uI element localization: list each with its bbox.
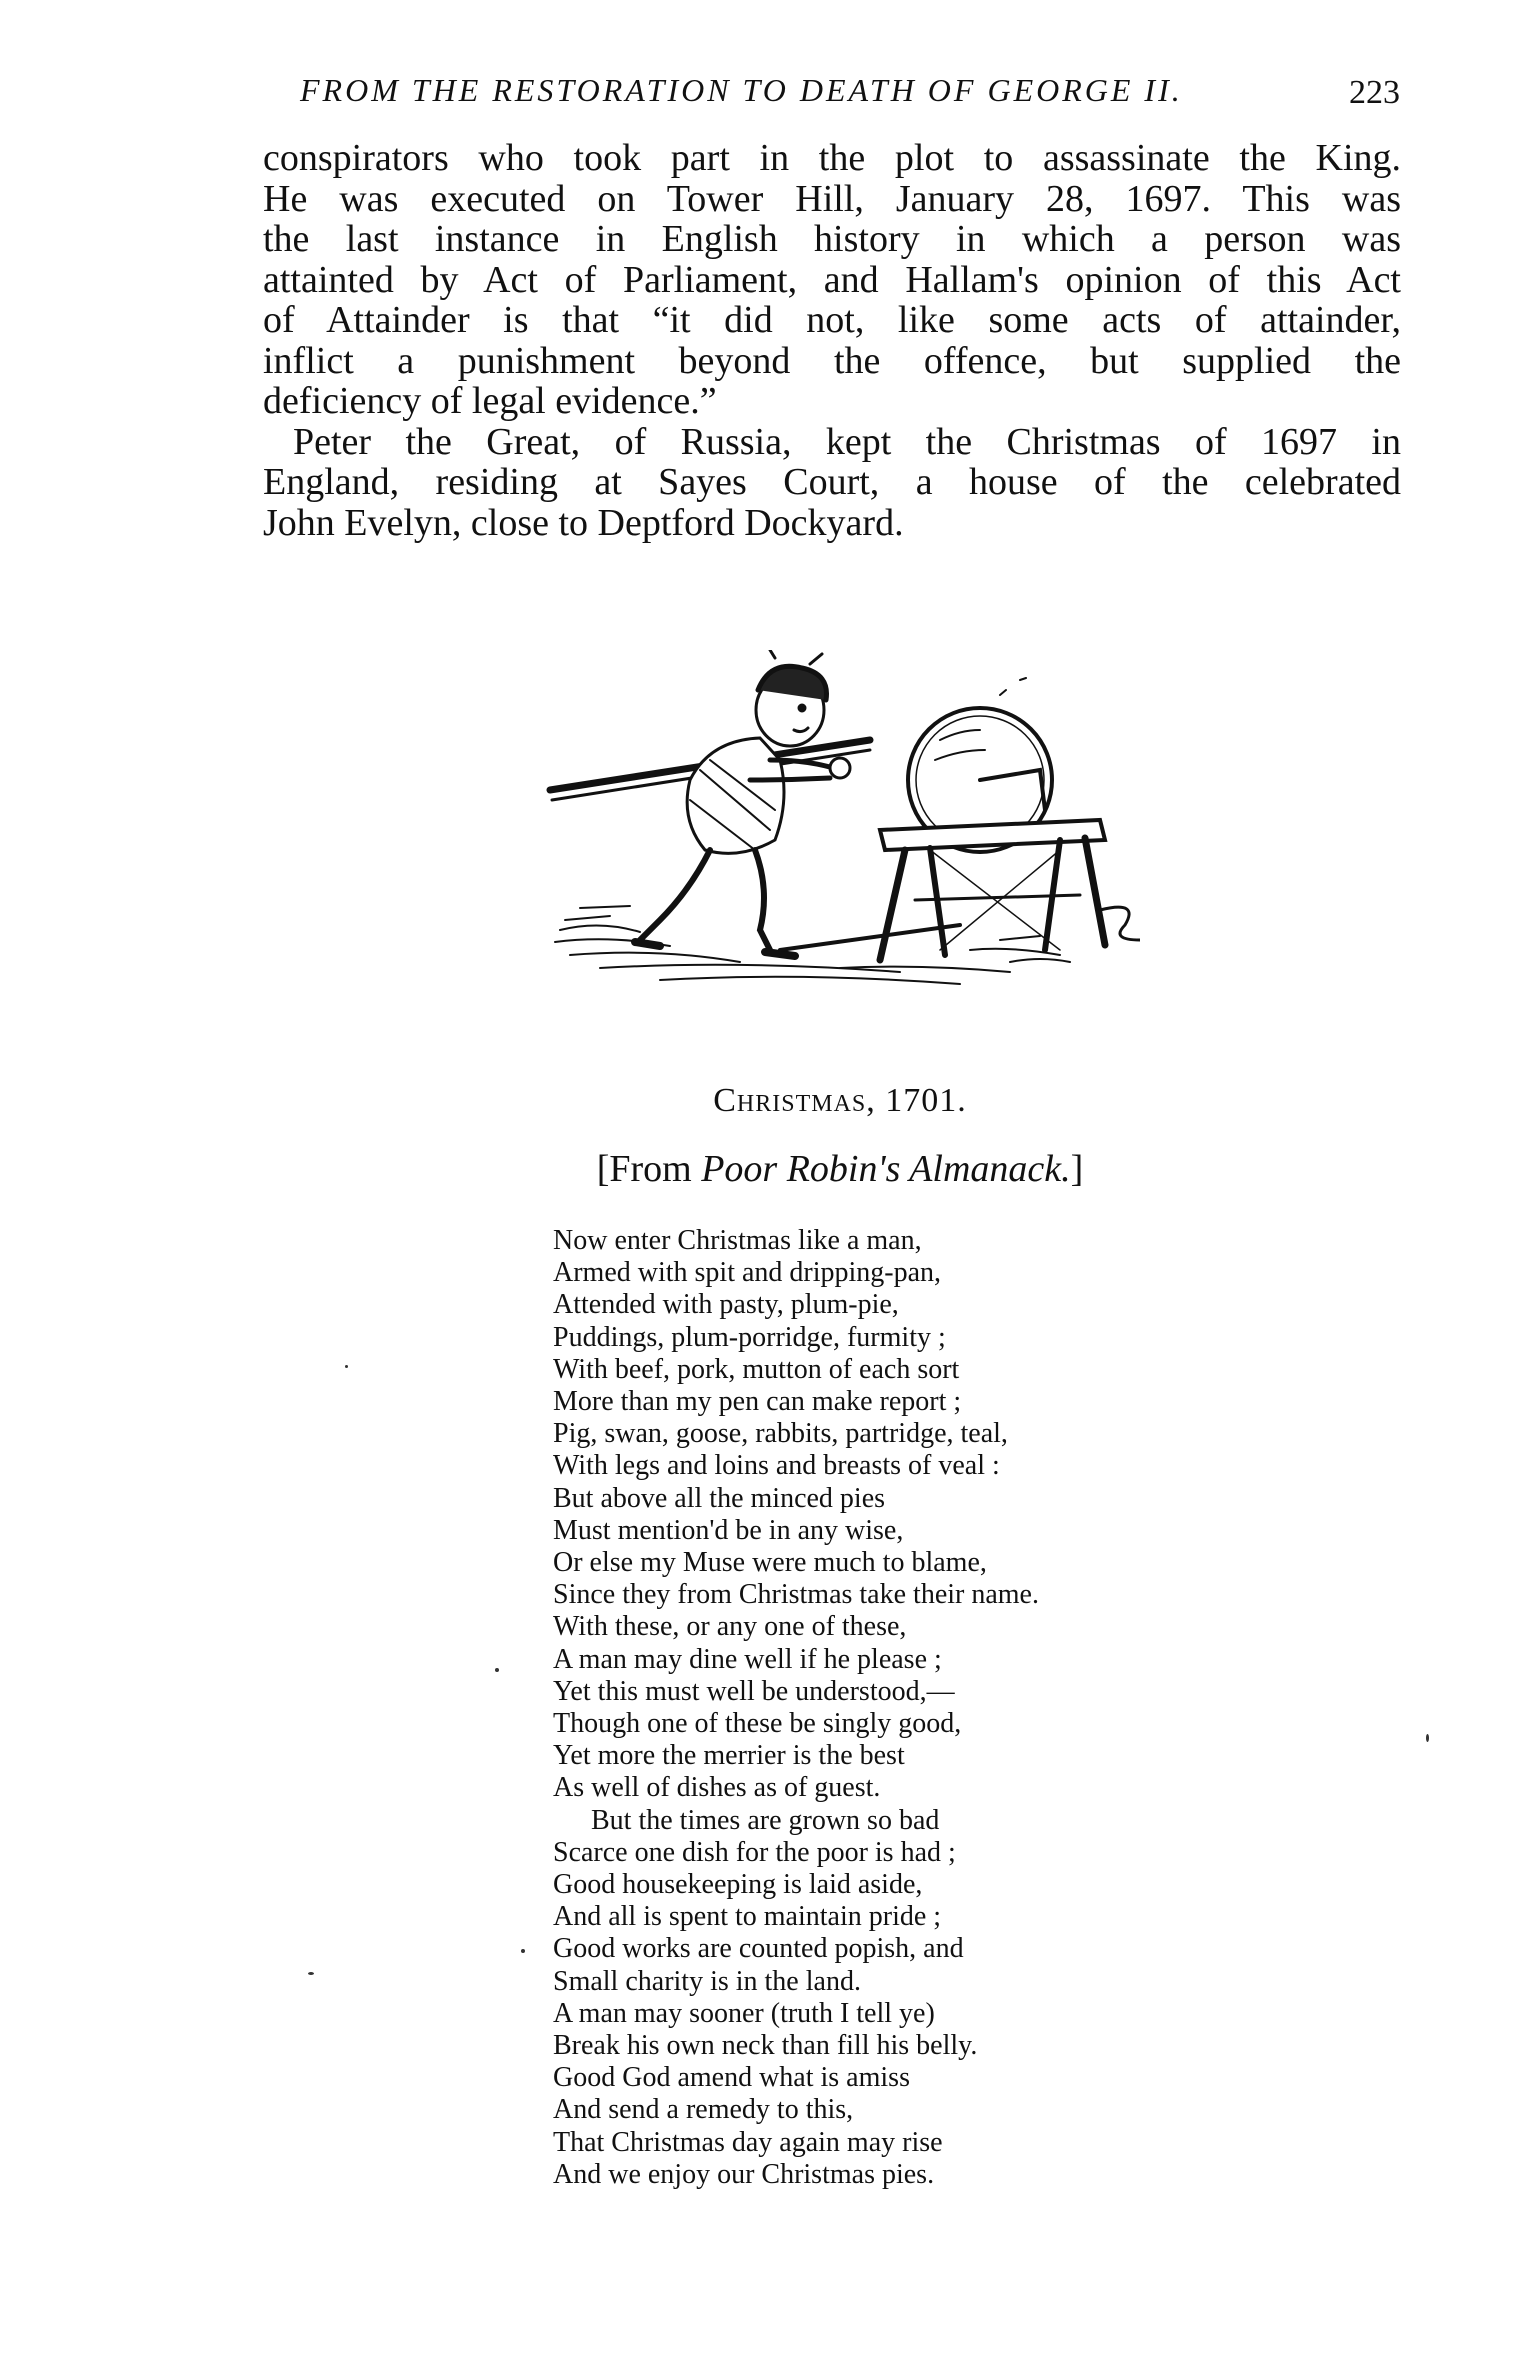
prose-line: attainted by Act of Parliament, and Hallam's opinion of this Act (263, 258, 1401, 301)
verse-line: A man may dine well if he please ; (553, 1643, 942, 1675)
verse-line: Though one of these be singly good, (553, 1708, 962, 1740)
verse-line: As well of dishes as of guest. (553, 1772, 881, 1804)
verse-line: Yet more the merrier is the best (553, 1740, 905, 1772)
verse-line: Small charity is in the land. (553, 1965, 861, 1997)
verse-line: And all is spent to maintain pride ; (553, 1901, 942, 1933)
woodcut-illustration (540, 650, 1140, 990)
verse-line: Must mention'd be in any wise, (553, 1514, 904, 1546)
prose-line: John Evelyn, close to Deptford Dockyard. (263, 501, 904, 544)
source-suffix: ] (1070, 1148, 1084, 1190)
verse-line: Armed with spit and dripping-pan, (553, 1257, 942, 1289)
source-title: Poor Robin's Almanack. (701, 1148, 1071, 1190)
verse-line: A man may sooner (truth I tell ye) (553, 1997, 935, 2029)
verse-line: Break his own neck than fill his belly. (553, 2030, 978, 2062)
verse-line: Attended with pasty, plum-pie, (553, 1289, 899, 1321)
prose-line: England, residing at Sayes Court, a house of the celebrated (263, 461, 1401, 503)
speck (1426, 1734, 1429, 1742)
verse-line: Pig, swan, goose, rabbits, partridge, teal, (553, 1418, 1008, 1450)
verse-title (0, 1082, 1524, 1120)
speck (521, 1949, 525, 1953)
verse-line: Now enter Christmas like a man, (553, 1225, 922, 1256)
verse-line: Puddings, plum-porridge, furmity ; (553, 1321, 946, 1353)
verse-line: With these, or any one of these, (553, 1611, 907, 1643)
verse-line: Good works are counted popish, and (553, 1933, 964, 1965)
prose-line: of Attainder is that “it did not, like some acts of attainder, (263, 299, 1401, 341)
prose-line: conspirators who took part in the plot to assassinate the King. (263, 137, 1401, 179)
speck (345, 1365, 348, 1368)
verse-line: With beef, pork, mutton of each sort (553, 1353, 960, 1385)
prose-line: inflict a punishment beyond the offence, but supplied the (263, 339, 1401, 382)
prose-line: the last instance in English history in which a person was (263, 218, 1401, 260)
verse-line: But above all the minced pies (553, 1482, 886, 1514)
page-number: 223 (1349, 74, 1400, 111)
verse-line: Since they from Christmas take their name. (553, 1579, 1039, 1611)
running-head: FROM THE RESTORATION TO DEATH OF GEORGE II. (300, 72, 1183, 108)
prose-line: He was executed on Tower Hill, January 28, 1697. This was (263, 177, 1401, 220)
prose-line: deficiency of legal evidence.” (263, 380, 717, 422)
verse-line: Good housekeeping is laid aside, (553, 1869, 923, 1901)
grindstone-figure-illustration (540, 650, 1140, 990)
verse-source (0, 1147, 1524, 1191)
verse-line: Scarce one dish for the poor is had ; (553, 1836, 956, 1868)
speck (308, 1972, 314, 1975)
verse-line: Good God amend what is amiss (553, 2062, 910, 2094)
verse-line: Or else my Muse were much to blame, (553, 1547, 987, 1579)
source-prefix: [From (596, 1148, 702, 1190)
verse-line: More than my pen can make report ; (553, 1386, 962, 1418)
verse-body (553, 1225, 1313, 2191)
verse-title-text: Christmas, 1701. (713, 1082, 967, 1119)
paragraph-2 (263, 422, 1401, 544)
speck (495, 1668, 499, 1672)
prose-body (263, 138, 1401, 543)
verse-line: Yet this must well be understood,— (553, 1675, 955, 1707)
verse-line: With legs and loins and breasts of veal : (553, 1450, 1000, 1482)
verse-line: That Christmas day again may rise (553, 2126, 943, 2158)
paragraph-1 (263, 138, 1401, 422)
verse-line: And we enjoy our Christmas pies. (553, 2158, 935, 2190)
verse-line: And send a remedy to this, (553, 2094, 854, 2126)
verse-line: But the times are grown so bad (591, 1804, 940, 1836)
prose-line: Peter the Great, of Russia, kept the Christmas of 1697 in (293, 420, 1401, 463)
